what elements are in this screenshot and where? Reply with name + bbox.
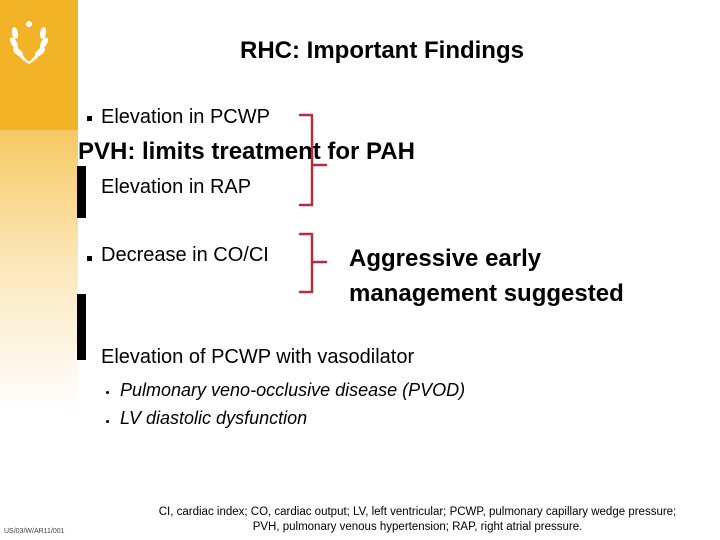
- aggressive-callout-line2: management suggested: [349, 280, 624, 307]
- footnote-line-2: PVH, pulmonary venous hypertension; RAP, right atrial pressure.: [252, 521, 583, 533]
- sub-bullet-lv: LV diastolic dysfunction: [120, 408, 308, 428]
- job-code: US/03/W/AR11/001: [4, 528, 65, 535]
- red-bracket-lower: [300, 234, 326, 292]
- footnote: [140, 505, 695, 535]
- bullet-co: Decrease in CO/CI: [101, 244, 269, 266]
- bullet-marker: [87, 116, 92, 121]
- black-bar: [77, 294, 86, 360]
- bullet-marker: [87, 256, 92, 261]
- pvh-callout: PVH: limits treatment for PAH: [78, 138, 415, 165]
- sub-bullet-marker: [106, 391, 109, 394]
- bullet-rap: Elevation in RAP: [101, 176, 252, 198]
- laurel-icon: [8, 18, 50, 66]
- bullet-vasodilator: Elevation of PCWP with vasodilator: [101, 346, 415, 368]
- sidebar-gradient: [0, 130, 78, 410]
- sub-bullet-marker: [106, 420, 109, 423]
- slide-title-text: RHC: Important Findings: [240, 37, 524, 64]
- sidebar: [0, 0, 78, 540]
- aggressive-callout-line1: Aggressive early: [349, 245, 542, 272]
- footnote-line-1: CI, cardiac index; CO, cardiac output; LV, left ventricular; PCWP, pulmonary capillary wedge pressure;: [158, 506, 677, 518]
- black-bar: [77, 166, 86, 218]
- sub-bullet-pvod: Pulmonary veno-occlusive disease (PVOD): [120, 380, 466, 400]
- bullet-pcwp: Elevation in PCWP: [101, 106, 270, 128]
